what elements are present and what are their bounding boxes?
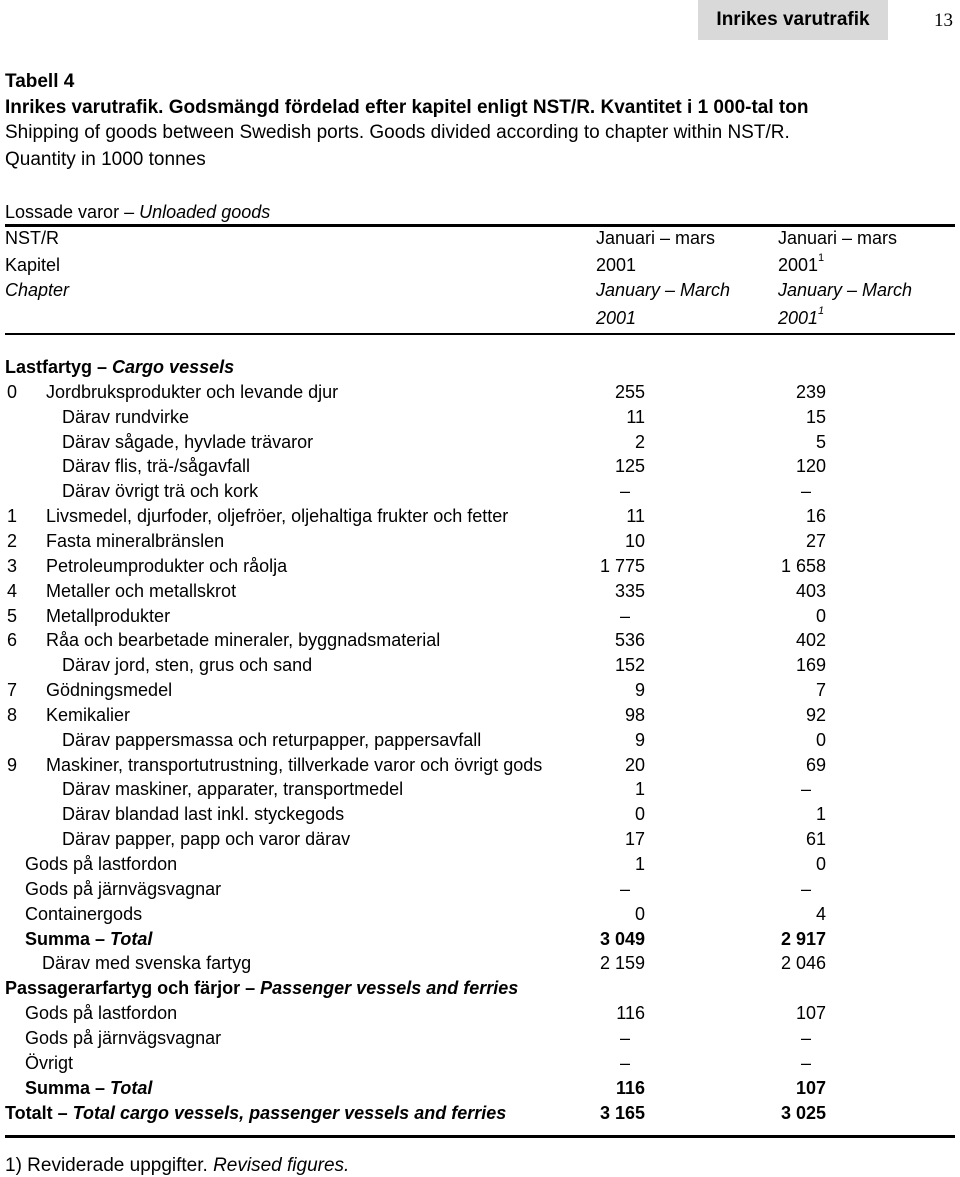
row-label [25,1078,152,1099]
row-code: 5 [7,606,18,626]
value-2001-revised: 3 025 [780,1103,826,1123]
value-2001: 1 [634,779,645,799]
row-label [5,978,518,999]
row-label [25,929,152,950]
value-2001: – [620,879,631,899]
row-label [5,357,234,378]
footnote [5,1155,349,1177]
row-label-sv: Gods på lastfordon [25,1003,178,1023]
page-number: 13 [934,10,953,31]
col-header-nstr: NST/R [5,228,59,248]
value-2001-revised: 1 658 [780,556,826,576]
row-label-sv: Maskiner, transportutrustning, tillverkade varor och övrigt gods [46,755,543,775]
footnote-sv: 1) Reviderade uppgifter. [5,1155,214,1176]
section-heading-en: Unloaded goods [139,202,271,222]
row-label [46,531,224,552]
row-label [25,904,142,925]
row-label [62,804,344,825]
col2-header-en: January – March [778,280,913,300]
value-2001-revised: 16 [805,506,826,526]
row-label-sv: Därav sågade, hyvlade trävaror [62,432,314,452]
row-label [46,606,170,627]
col2-year-en-text: 2001 [778,308,819,328]
row-label [62,481,258,502]
row-code: 7 [7,680,18,700]
value-2001-revised: 403 [795,581,826,601]
row-label-sv: Därav med svenska fartyg [42,953,252,973]
value-2001: 2 159 [599,953,645,973]
value-2001: 1 [634,854,645,874]
value-2001: 10 [624,531,645,551]
footnote-en: Revised figures. [213,1155,350,1176]
value-2001: 9 [634,680,645,700]
value-2001: 17 [624,829,645,849]
row-label [46,705,130,726]
row-label-sv: Därav rundvirke [62,407,190,427]
value-2001-revised: 7 [815,680,826,700]
value-2001: – [620,1028,631,1048]
value-2001-revised: – [801,481,812,501]
row-label-sv: Övrigt [25,1053,74,1073]
table-title-en-2: Quantity in 1000 tonnes [5,149,206,170]
row-label [62,730,481,751]
row-label-en: Total cargo vessels, passenger vessels and ferries [72,1103,507,1123]
value-2001-revised: 1 [815,804,826,824]
row-label-sv: Fasta mineralbränslen [46,531,225,551]
col1-header-en: January – March [596,280,731,300]
value-2001-revised: 92 [805,705,826,725]
bottom-rule [5,1135,955,1138]
table-title-en-1: Shipping of goods between Swedish ports. Goods divided according to chapter within NST/R. [5,122,790,143]
row-label-sv: Metallprodukter [46,606,171,626]
value-2001: 9 [634,730,645,750]
row-label-sv: Gods på järnvägsvagnar [25,879,222,899]
row-label-sv: Gödningsmedel [46,680,173,700]
value-2001: 98 [624,705,645,725]
row-code: 4 [7,581,18,601]
row-label-en: Total [110,1078,153,1098]
row-label [46,506,508,527]
value-2001-revised: 239 [795,382,826,402]
row-label-sv: Gods på lastfordon [25,854,178,874]
row-label-sv: Lastfartyg – [5,357,113,377]
value-2001: 335 [614,581,645,601]
value-2001: 116 [615,1078,645,1098]
row-label [62,779,403,800]
section-heading-sv: Lossade varor [5,202,120,222]
row-label [62,407,189,428]
value-2001-revised: 120 [795,456,826,476]
row-label [25,854,177,875]
row-label [62,829,350,850]
table-label: Tabell 4 [5,71,75,92]
row-label-sv: Gods på järnvägsvagnar [25,1028,222,1048]
value-2001-revised: 27 [805,531,826,551]
footnote-mark-en: 1 [818,305,825,317]
top-rule [5,224,955,227]
value-2001: – [620,481,631,501]
value-2001-revised: – [801,779,812,799]
row-label-sv: Passagerarfartyg och färjor – [5,978,261,998]
row-label [62,456,250,477]
row-label [62,432,313,453]
value-2001-revised: 15 [805,407,826,427]
row-label [5,1103,506,1124]
row-label [46,630,440,651]
value-2001-revised: 2 046 [780,953,826,973]
row-code: 6 [7,630,18,650]
value-2001-revised: 61 [805,829,826,849]
col1-header-sv: Januari – mars [596,228,716,248]
row-label-sv: Därav pappersmassa och returpapper, pappersavfall [62,730,482,750]
value-2001: 0 [634,904,645,924]
row-code: 8 [7,705,18,725]
row-label-sv: Metaller och metallskrot [46,581,237,601]
value-2001: 3 165 [599,1103,645,1123]
running-header-title: Inrikes varutrafik [716,9,870,30]
value-2001: 116 [616,1003,645,1023]
section-heading-dash: – [124,202,135,222]
value-2001: 152 [614,655,645,675]
row-label [25,1003,177,1024]
value-2001: – [620,1053,631,1073]
header-rule [5,333,955,335]
table-title-sv: Inrikes varutrafik. Godsmängd fördelad efter kapitel enligt NST/R. Kvantitet i 1 000-tal ton [5,97,809,118]
row-label [25,1053,73,1074]
value-2001: 1 775 [599,556,645,576]
row-label [25,1028,221,1049]
row-label-sv: Därav maskiner, apparater, transportmedel [62,779,404,799]
row-label-sv: Livsmedel, djurfoder, oljefröer, oljehaltiga frukter och fetter [46,506,509,526]
value-2001: 2 [634,432,645,452]
value-2001-revised: 5 [815,432,826,452]
value-2001: – [620,606,631,626]
row-label-sv: Containergods [25,904,143,924]
row-label [46,382,338,403]
col-header-chapter: Chapter [5,280,70,300]
row-label-sv: Därav flis, trä-/sågavfall [62,456,251,476]
value-2001-revised: 2 917 [780,929,826,949]
value-2001: 0 [634,804,645,824]
row-label [25,879,221,900]
col-header-kapitel: Kapitel [5,255,61,275]
section-heading [5,202,270,223]
value-2001: 3 049 [599,929,645,949]
value-2001-revised: 4 [815,904,826,924]
row-label-sv: Kemikalier [46,705,131,725]
row-label [46,680,172,701]
value-2001: 255 [614,382,645,402]
row-code: 3 [7,556,18,576]
row-label-en: Passenger vessels and ferries [260,978,519,998]
value-2001-revised: 0 [815,606,826,626]
col2-header-year [778,252,825,276]
col2-year-text: 2001 [778,255,819,275]
row-label [46,581,236,602]
row-label-sv: Summa – [25,929,111,949]
row-label [62,655,312,676]
value-2001-revised: 0 [815,730,826,750]
row-label-sv: Därav övrigt trä och kork [62,481,259,501]
value-2001-revised: 0 [815,854,826,874]
value-2001: 11 [626,407,645,427]
col2-header-year-en [778,305,825,329]
row-label-sv: Totalt – [5,1103,73,1123]
row-label [46,755,542,776]
row-label [46,556,287,577]
row-label-sv: Petroleumprodukter och råolja [46,556,288,576]
footnote-mark: 1 [818,252,825,264]
value-2001-revised: 402 [795,630,826,650]
row-label-en: Cargo vessels [112,357,235,377]
row-label-sv: Därav blandad last inkl. styckegods [62,804,345,824]
row-label-sv: Därav papper, papp och varor därav [62,829,351,849]
col2-header-sv: Januari – mars [778,228,898,248]
row-label-sv: Summa – [25,1078,111,1098]
value-2001-revised: – [801,1053,812,1073]
value-2001-revised: – [801,1028,812,1048]
row-code: 0 [7,382,18,402]
row-label-sv: Därav jord, sten, grus och sand [62,655,313,675]
row-label-en: Total [110,929,153,949]
row-label-sv: Jordbruksprodukter och levande djur [46,382,339,402]
value-2001-revised: 69 [805,755,826,775]
value-2001: 125 [614,456,645,476]
col1-header-year: 2001 [596,255,637,275]
value-2001: 20 [624,755,645,775]
row-code: 2 [7,531,18,551]
row-label [42,953,251,974]
row-code: 9 [7,755,18,775]
value-2001-revised: 107 [795,1003,826,1023]
value-2001: 11 [626,506,645,526]
value-2001-revised: 107 [795,1078,826,1098]
row-label-sv: Råa och bearbetade mineraler, byggnadsmaterial [46,630,441,650]
row-code: 1 [7,506,18,526]
value-2001-revised: 169 [795,655,826,675]
value-2001: 536 [614,630,645,650]
value-2001-revised: – [801,879,812,899]
col1-header-year-en: 2001 [596,308,637,328]
